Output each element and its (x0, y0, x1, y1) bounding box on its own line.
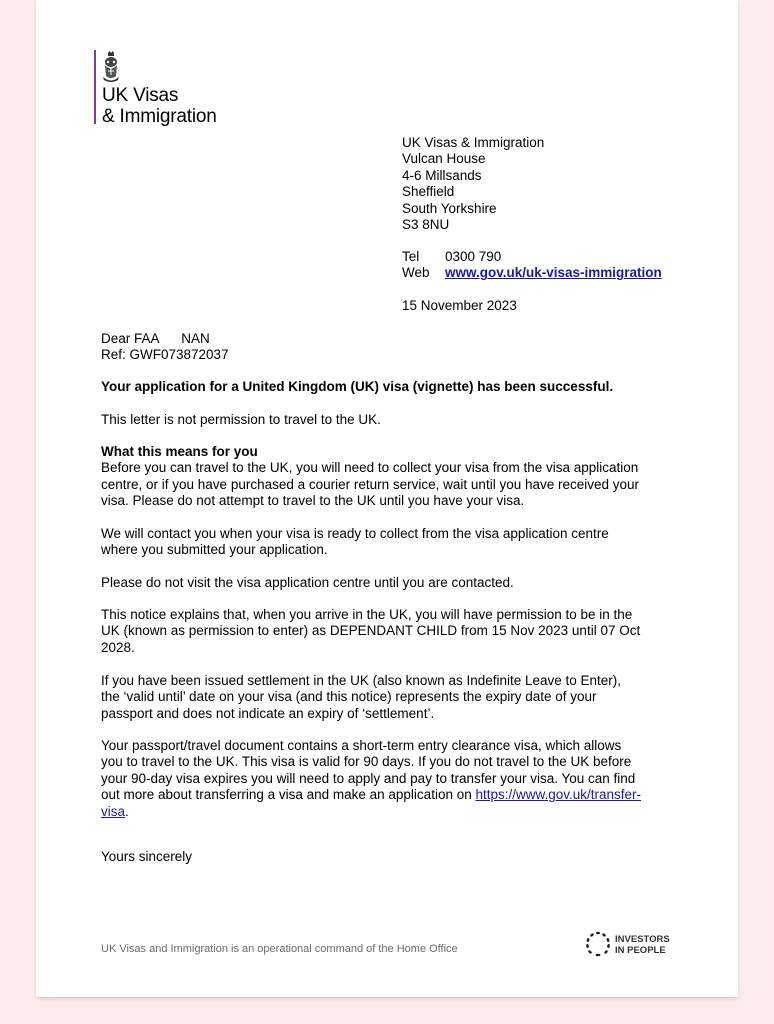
logo-line-1: UK Visas (102, 85, 179, 106)
contact-line: We will contact you when your visa is ready to collect from the visa application centre (101, 526, 609, 541)
footer-text: UK Visas and Immigration is an operational command of the Home Office (101, 943, 458, 955)
address-line: 4-6 Millsands (402, 167, 482, 183)
settlement-line: the ‘valid until’ date on your visa (and this notice) represents the expiry date of your (101, 689, 597, 705)
reference-line: Ref: GWF073872037 (101, 347, 229, 363)
headline: Your application for a United Kingdom (UK) visa (vignette) has been successful. (101, 379, 614, 394)
short-term-line (101, 787, 681, 803)
settlement-paragraph (101, 673, 681, 722)
tel-value: 0300 790 (445, 249, 502, 264)
tel-label: Tel (402, 249, 420, 264)
short-term-line: you to travel to the UK. This visa is valid for 90 days. If you do not travel to the UK before (101, 754, 632, 770)
salutation (101, 331, 681, 364)
iip-line-1: INVESTORS (615, 934, 670, 945)
notice-paragraph (101, 607, 681, 656)
notice-line: This notice explains that, when you arrive in the UK, you will have permission to be in the (101, 607, 633, 622)
address-line: Vulcan House (402, 151, 486, 167)
signoff: Yours sincerely (101, 849, 193, 864)
royal-crest-icon (101, 50, 121, 84)
settlement-line: If you have been issued settlement in the UK (also known as Indefinite Leave to Enter), (101, 673, 622, 688)
short-term-paragraph (101, 738, 681, 820)
short-term-line-text: out more about transferring a visa and make an application on (101, 787, 476, 803)
means-line: centre, or if you have purchased a courier return service, wait until you have received your (101, 476, 640, 492)
short-term-end: . (125, 803, 129, 819)
address-line: S3 8NU (402, 217, 450, 233)
means-line: Before you can travel to the UK, you will need to collect your visa from the visa application (101, 460, 639, 476)
settlement-line: passport and does not indicate an expiry of ‘settlement’. (101, 705, 435, 721)
web-row (402, 265, 662, 281)
sender-address (402, 135, 544, 233)
means-line: visa. Please do not attempt to travel to the UK until you have your visa. (101, 493, 525, 509)
contact-details (402, 249, 662, 282)
means-heading: What this means for you (101, 444, 258, 459)
address-line: UK Visas & Immigration (402, 135, 545, 150)
investors-in-people-logo (584, 930, 670, 963)
logo-line-2: & Immigration (102, 106, 217, 127)
short-term-line: your 90-day visa expires you will need to apply and pay to transfer your visa. You can find (101, 770, 636, 786)
letter-date: 15 November 2023 (402, 298, 517, 313)
web-label: Web (402, 265, 430, 281)
logo-wordmark (102, 85, 217, 127)
contact-paragraph (101, 526, 681, 559)
not-permission-text: This letter is not permission to travel to the UK. (101, 412, 381, 427)
notice-line: UK (known as permission to enter) as DEPENDANT CHILD from 15 Nov 2023 until 07 Oct (101, 623, 641, 639)
web-link[interactable]: www.gov.uk/uk-visas-immigration (445, 265, 662, 281)
means-section (101, 444, 681, 510)
logo-accent-bar (94, 50, 96, 124)
address-line: South Yorkshire (402, 200, 497, 216)
transfer-visa-link-continued[interactable]: visa (101, 803, 126, 819)
short-term-line: Your passport/travel document contains a short-term entry clearance visa, which allows (101, 738, 622, 753)
short-term-line (101, 804, 681, 820)
address-line: Sheffield (402, 184, 455, 200)
transfer-visa-link[interactable]: https://www.gov.uk/transfer- (475, 787, 642, 803)
iip-line-2: IN PEOPLE (615, 945, 666, 956)
no-visit-text: Please do not visit the visa application centre until you are contacted. (101, 575, 514, 590)
laurel-wreath-icon (584, 930, 612, 958)
contact-line: where you submitted your application. (101, 542, 328, 558)
dear-line: Dear FAA NAN (101, 331, 210, 346)
letter-page (36, 0, 738, 997)
iip-wordmark (615, 934, 670, 956)
tel-row (402, 249, 662, 265)
notice-line: 2028. (101, 639, 135, 655)
